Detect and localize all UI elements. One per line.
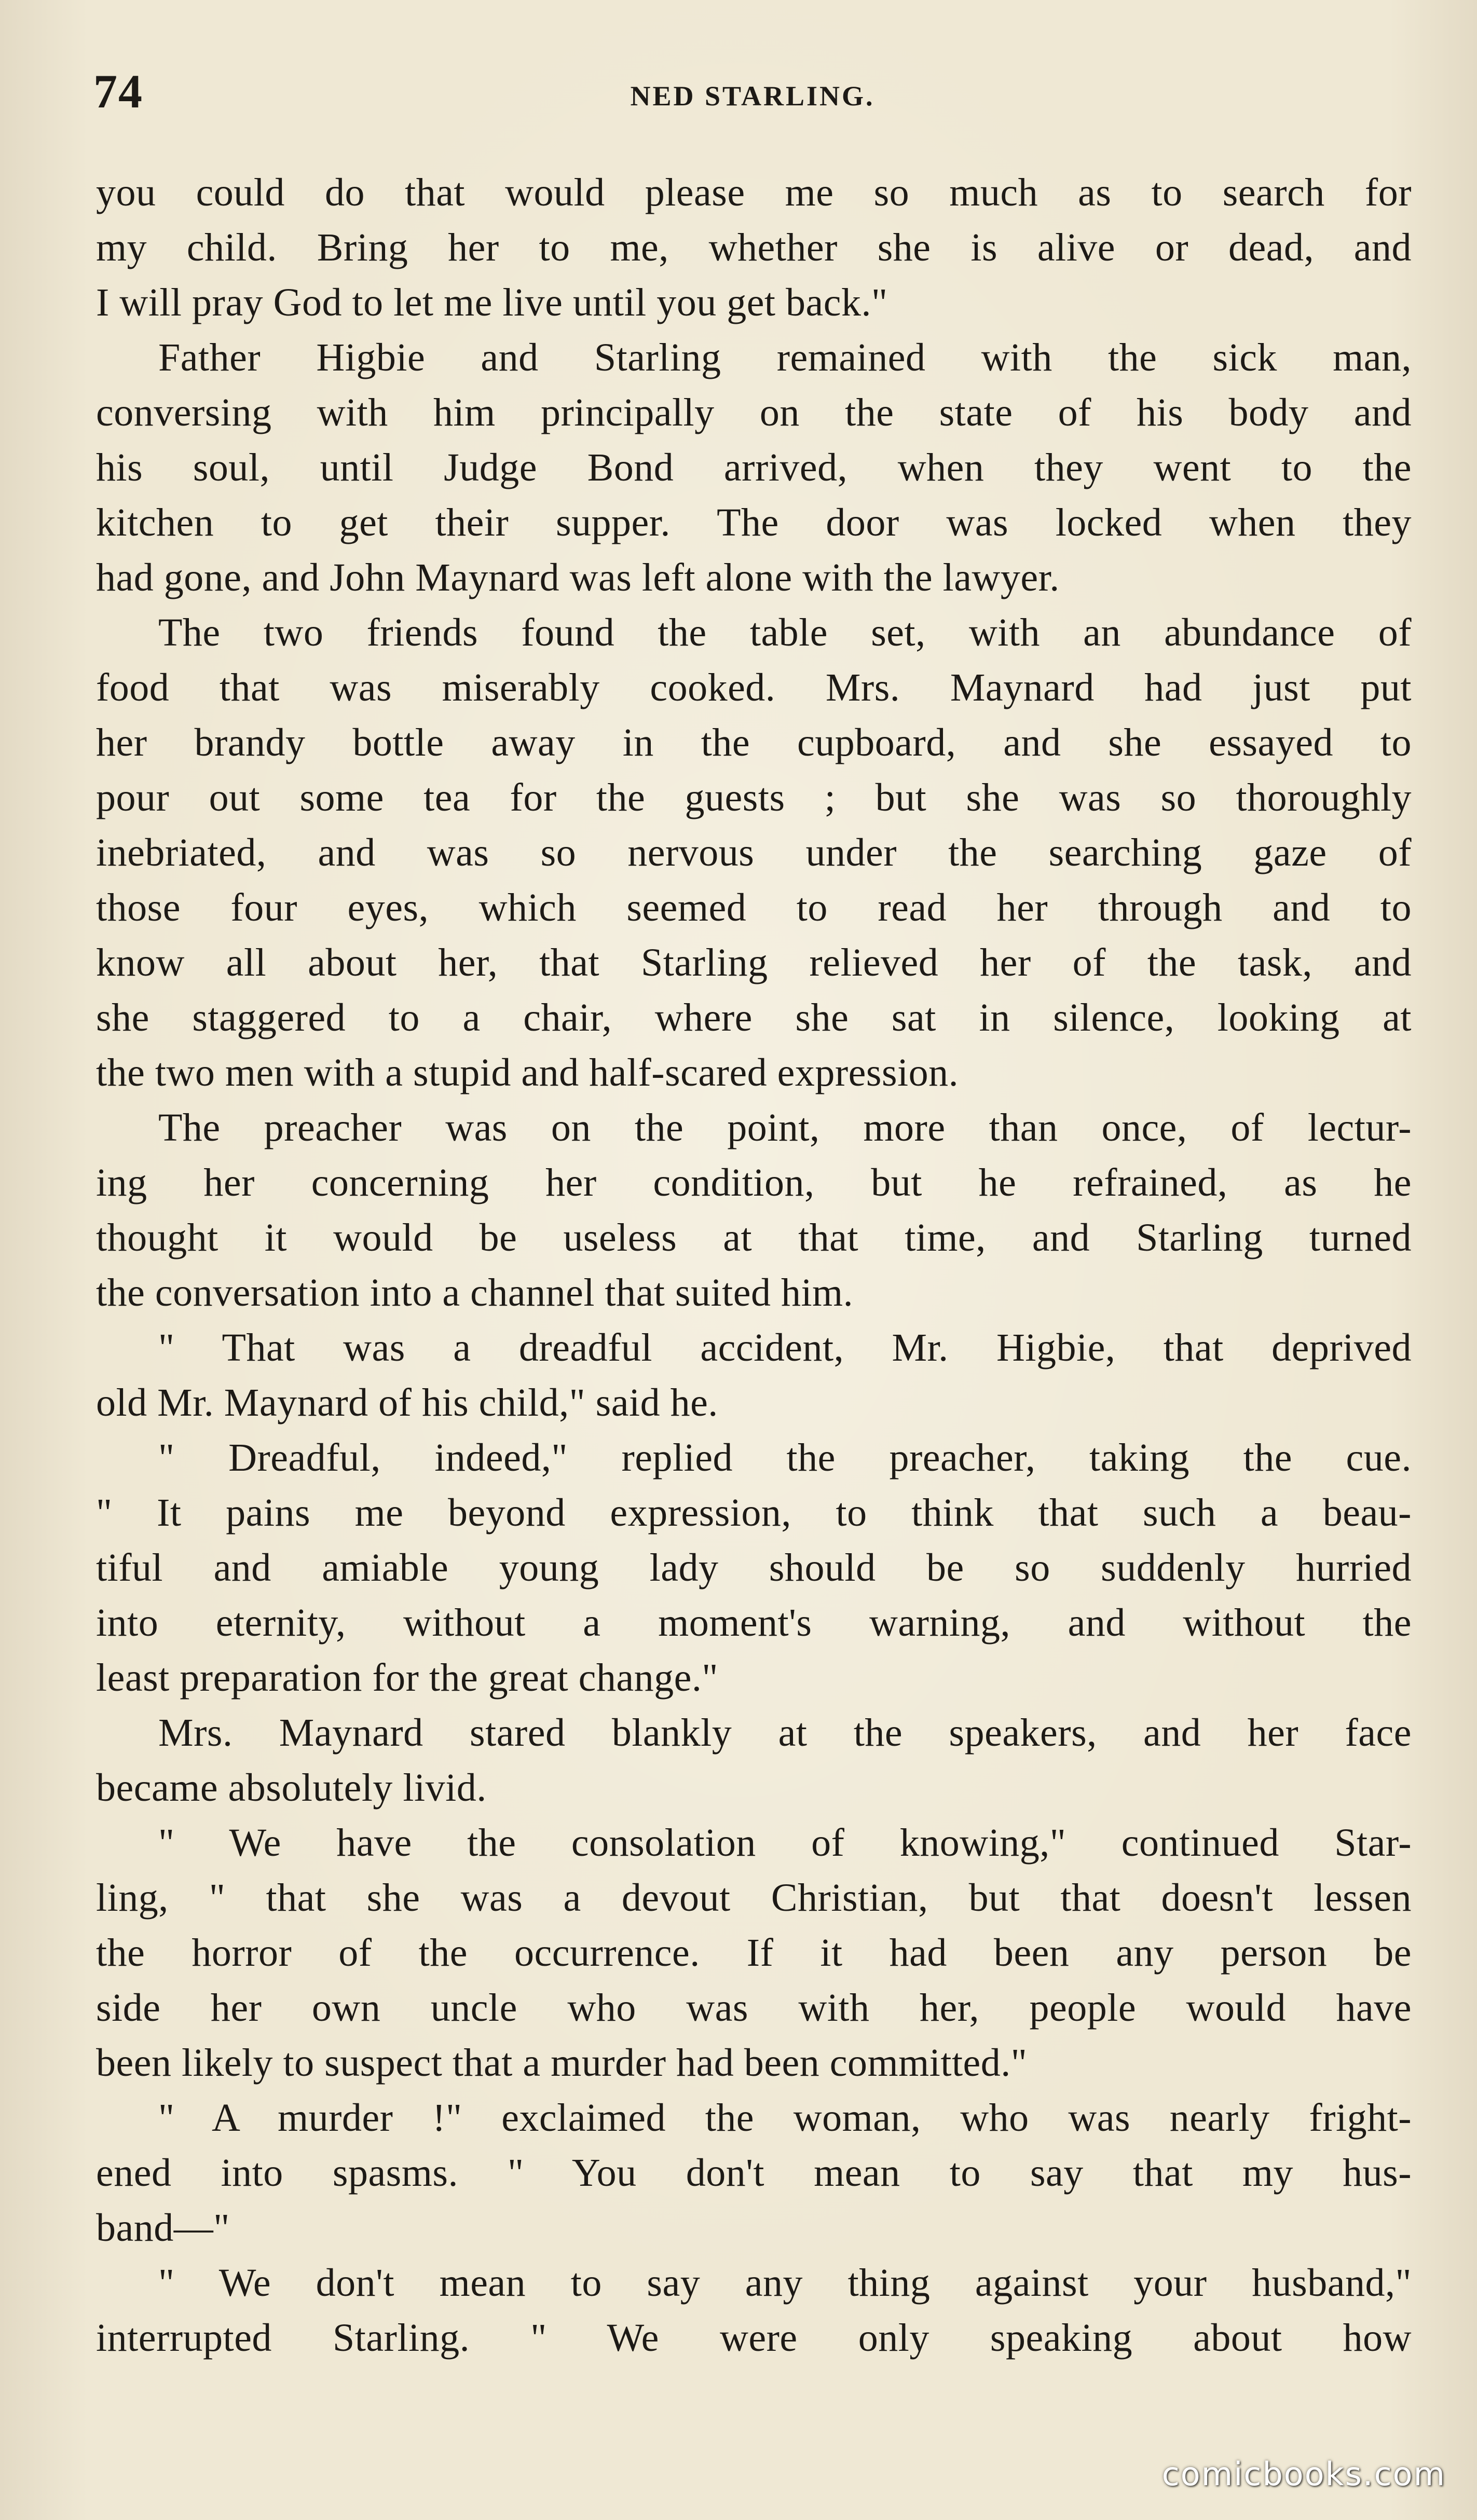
- text-line: her brandy bottle away in the cupboard, and she essayed to: [96, 721, 1412, 764]
- text-line: " It pains me beyond expression, to think that such a beau-: [96, 1491, 1412, 1535]
- text-line: my child. Bring her to me, whether she is alive or dead, and: [96, 226, 1412, 269]
- text-line: I will pray God to let me live until you get back.": [96, 281, 888, 324]
- text-line: " Dreadful, indeed," replied the preacher, taking the cue.: [158, 1436, 1412, 1480]
- text-line: side her own uncle who was with her, people would have: [96, 1986, 1412, 2030]
- running-head: NED STARLING.: [630, 80, 875, 112]
- text-line: had gone, and John Maynard was left alone with the lawyer.: [96, 556, 1060, 599]
- text-line: least preparation for the great change.": [96, 1656, 718, 1700]
- text-line: " We don't mean to say any thing against your husband,": [158, 2261, 1412, 2305]
- text-line: tiful and amiable young lady should be so suddenly hurried: [96, 1546, 1412, 1590]
- text-line: been likely to suspect that a murder had been committed.": [96, 2041, 1028, 2085]
- text-line: food that was miserably cooked. Mrs. Maynard had just put: [96, 666, 1412, 709]
- text-line: his soul, until Judge Bond arrived, when they went to the: [96, 446, 1412, 489]
- text-line: know all about her, that Starling relieved her of the task, and: [96, 941, 1412, 984]
- text-line: became absolutely livid.: [96, 1766, 487, 1810]
- text-line: ling, " that she was a devout Christian, but that doesn't lessen: [96, 1876, 1412, 1920]
- text-line: interrupted Starling. " We were only speaking about how: [96, 2316, 1412, 2360]
- text-line: conversing with him principally on the state of his body and: [96, 391, 1412, 434]
- text-line: " That was a dreadful accident, Mr. Higbie, that deprived: [158, 1326, 1412, 1369]
- text-line: those four eyes, which seemed to read her through and to: [96, 886, 1412, 929]
- text-line: she staggered to a chair, where she sat in silence, looking at: [96, 996, 1412, 1039]
- text-line: The two friends found the table set, with an abundance of: [158, 611, 1412, 654]
- page-number: 74: [93, 65, 143, 118]
- text-line: you could do that would please me so much as to search for: [96, 171, 1412, 214]
- text-line: Mrs. Maynard stared blankly at the speakers, and her face: [158, 1711, 1412, 1755]
- text-line: ing her concerning her condition, but he refrained, as he: [96, 1161, 1412, 1204]
- text-line: the horror of the occurrence. If it had been any person be: [96, 1931, 1412, 1975]
- text-line: old Mr. Maynard of his child," said he.: [96, 1381, 718, 1425]
- text-line: " We have the consolation of knowing," continued Star-: [158, 1821, 1412, 1865]
- text-line: Father Higbie and Starling remained with the sick man,: [158, 336, 1412, 379]
- page-header: [93, 67, 1412, 135]
- text-line: thought it would be useless at that time, and Starling turned: [96, 1216, 1412, 1259]
- text-line: pour out some tea for the guests ; but she was so thoroughly: [96, 776, 1412, 819]
- text-line: the two men with a stupid and half-scared expression.: [96, 1051, 959, 1094]
- text-line: inebriated, and was so nervous under the searching gaze of: [96, 831, 1412, 874]
- text-line: the conversation into a channel that suited him.: [96, 1271, 854, 1314]
- watermark: comicbooks.com: [1161, 2455, 1446, 2493]
- text-line: band—": [96, 2206, 230, 2250]
- text-line: kitchen to get their supper. The door was locked when they: [96, 501, 1412, 544]
- body-text: [96, 165, 1412, 2371]
- text-line: The preacher was on the point, more than once, of lectur-: [158, 1106, 1412, 1149]
- text-line: into eternity, without a moment's warning, and without the: [96, 1601, 1412, 1645]
- text-line: " A murder !" exclaimed the woman, who was nearly fright-: [158, 2096, 1412, 2140]
- text-line: ened into spasms. " You don't mean to say that my hus-: [96, 2151, 1412, 2195]
